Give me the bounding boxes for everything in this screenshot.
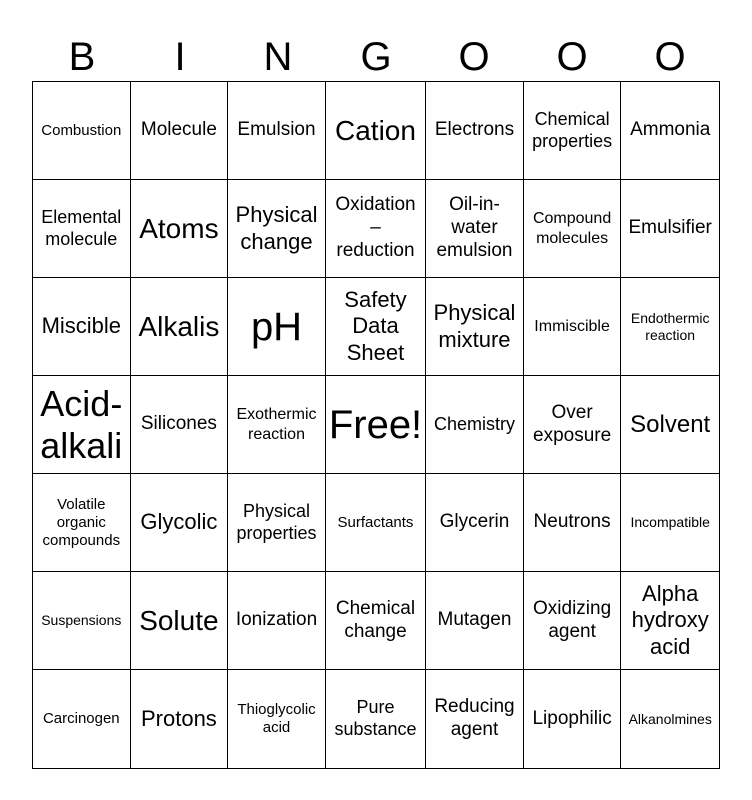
bingo-cell: Solute xyxy=(131,572,229,670)
bingo-cell: Chemical properties xyxy=(524,82,622,180)
header-letter-o-2: O xyxy=(556,35,588,79)
bingo-cell: Surfactants xyxy=(326,474,426,572)
bingo-cell: Pure substance xyxy=(326,670,426,768)
bingo-cell: Chemical change xyxy=(326,572,426,670)
bingo-cell: Exothermic reaction xyxy=(228,376,326,474)
bingo-cell: Protons xyxy=(131,670,229,768)
header-letter-b: B xyxy=(68,35,96,79)
bingo-cell: Incompatible xyxy=(621,474,719,572)
header-letter-o-3: O xyxy=(654,35,686,79)
bingo-cell: Suspensions xyxy=(33,572,131,670)
bingo-cell: Glycolic xyxy=(131,474,229,572)
bingo-cell: Silicones xyxy=(131,376,229,474)
bingo-cell: Volatile organic compounds xyxy=(33,474,131,572)
bingo-cell: Compound molecules xyxy=(524,180,622,278)
bingo-cell: Chemistry xyxy=(426,376,524,474)
bingo-cell: Miscible xyxy=(33,278,131,376)
bingo-cell: Electrons xyxy=(426,82,524,180)
bingo-cell: Immiscible xyxy=(524,278,622,376)
header-letter-n: N xyxy=(263,35,293,79)
bingo-cell: Over exposure xyxy=(524,376,622,474)
bingo-cell: Emulsifier xyxy=(621,180,719,278)
bingo-cell: Physical properties xyxy=(228,474,326,572)
bingo-cell: Alkalis xyxy=(131,278,229,376)
bingo-cell: Emulsion xyxy=(228,82,326,180)
bingo-cell: Safety Data Sheet xyxy=(326,278,426,376)
bingo-cell: Lipophilic xyxy=(524,670,622,768)
bingo-cell: Oil-in-water emulsion xyxy=(426,180,524,278)
free-space: Free! xyxy=(326,376,426,474)
bingo-cell: Cation xyxy=(326,82,426,180)
bingo-cell: Solvent xyxy=(621,376,719,474)
bingo-header xyxy=(33,34,719,80)
bingo-cell: Molecule xyxy=(131,82,229,180)
bingo-cell: Neutrons xyxy=(524,474,622,572)
bingo-cell: Combustion xyxy=(33,82,131,180)
bingo-cell: Alpha hydroxy acid xyxy=(621,572,719,670)
bingo-grid xyxy=(32,81,720,769)
header-letter-g: G xyxy=(360,35,392,79)
bingo-cell: Alkanolmines xyxy=(628,710,712,727)
bingo-cell: Ammonia xyxy=(621,82,719,180)
bingo-cell: Glycerin xyxy=(426,474,524,572)
bingo-cell: Thioglycolic acid xyxy=(228,670,326,768)
bingo-cell: Ionization xyxy=(228,572,326,670)
bingo-cell: Physical change xyxy=(228,180,326,278)
header-letter-i: I xyxy=(174,35,186,79)
bingo-cell: Oxidation – reduction xyxy=(326,180,426,278)
bingo-cell: Physical mixture xyxy=(426,278,524,376)
bingo-cell: Endothermic reaction xyxy=(621,278,719,376)
bingo-cell: Carcinogen xyxy=(33,670,131,768)
header-letter-o-1: O xyxy=(458,35,490,79)
bingo-cell: Mutagen xyxy=(426,572,524,670)
bingo-cell: Acid-alkali xyxy=(33,376,131,474)
bingo-cell: Elemental molecule xyxy=(33,180,131,278)
bingo-cell: Reducing agent xyxy=(426,670,524,768)
bingo-cell: Oxidizing agent xyxy=(524,572,622,670)
bingo-cell: pH xyxy=(228,278,326,376)
bingo-cell: Atoms xyxy=(131,180,229,278)
